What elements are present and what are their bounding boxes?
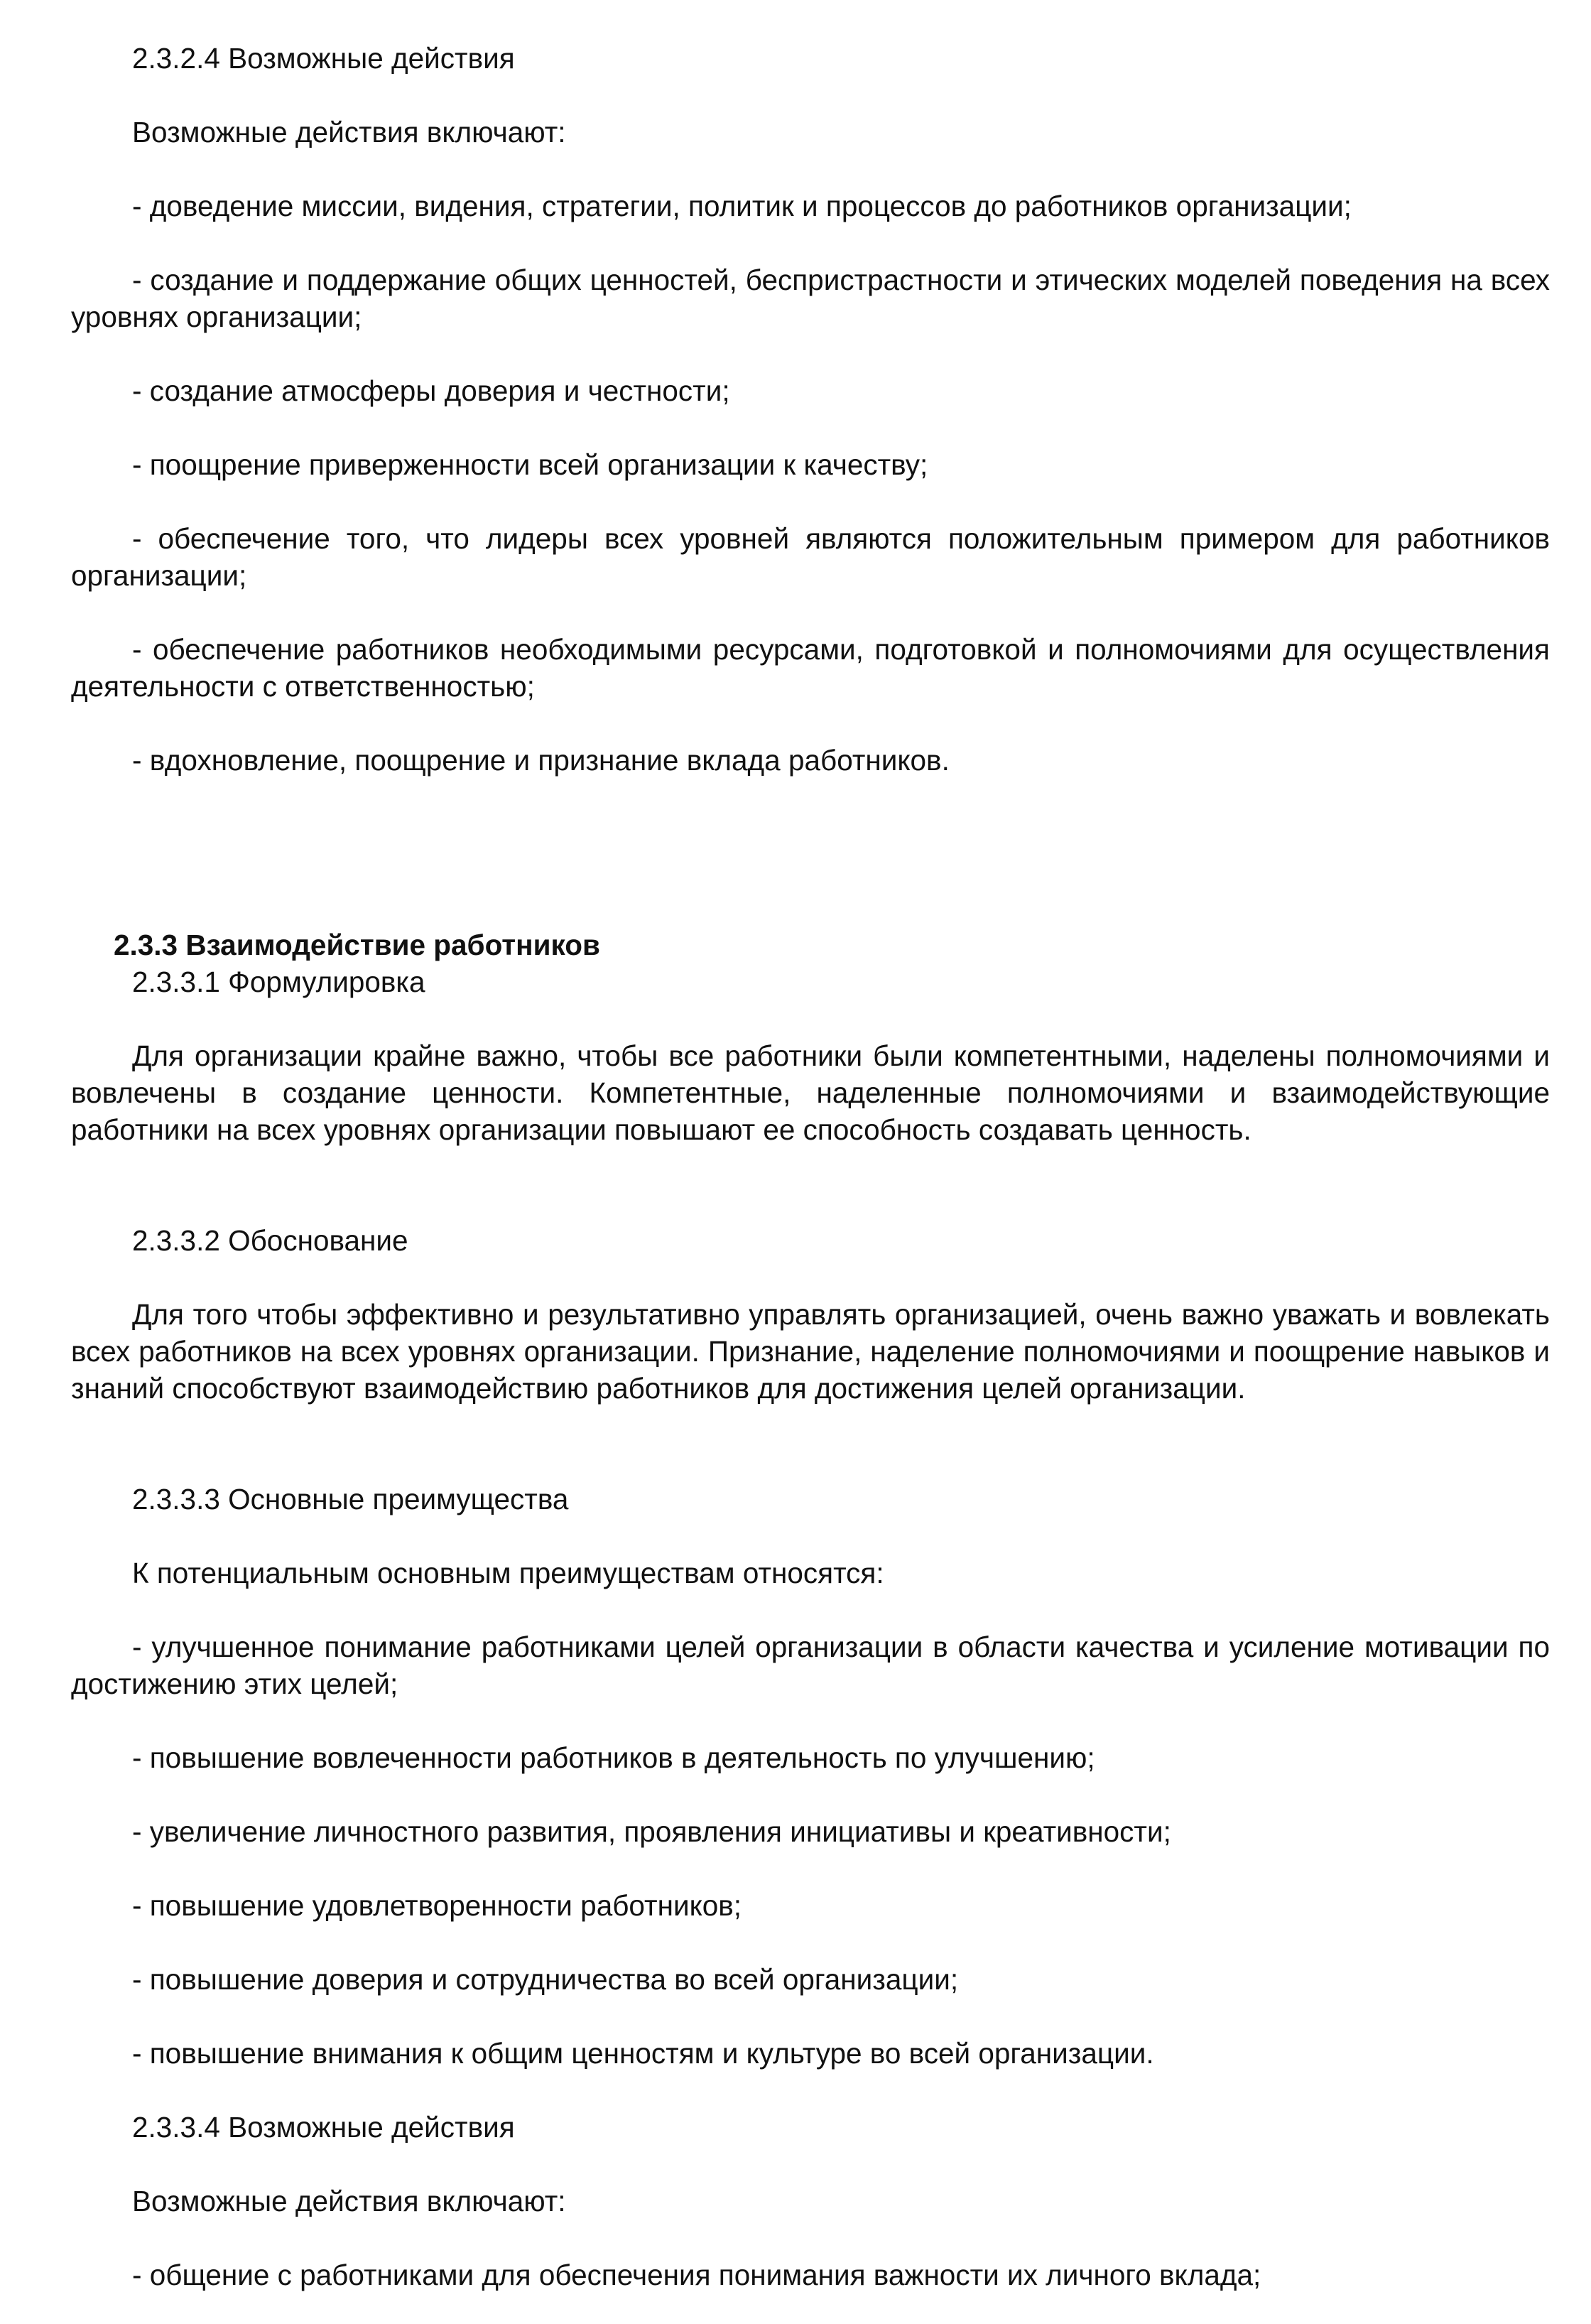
list-item: - повышение вовлеченности работников в деятельность по улучшению;: [132, 1741, 1095, 1774]
list-item: - обеспечение того, что лидеры всех уровней являются положительным примером для работников организации;: [71, 522, 1550, 592]
subsection-heading-2-3-3-2: 2.3.3.2 Обоснование: [132, 1224, 408, 1257]
list-item: - поощрение приверженности всей организации к качеству;: [132, 448, 928, 481]
rationale-paragraph: Для того чтобы эффективно и результативно управлять организацией, очень важно уважать и вовлекать всех работников на всех уровнях организации. Признание, наделение полномочиями и поощрение навыков и знаний способствуют взаимодействию работников для достижения целей организации.: [71, 1298, 1550, 1405]
list-item: - обеспечение работников необходимыми ресурсами, подготовкой и полномочиями для осуществления деятельности с ответственностью;: [71, 633, 1550, 703]
list-item: - улучшенное понимание работниками целей организации в области качества и усиление мотивации по достижению этих целей;: [71, 1631, 1550, 1700]
list-item: - увеличение личностного развития, проявления инициативы и креативности;: [132, 1815, 1171, 1848]
list-item: - создание и поддержание общих ценностей, беспристрастности и этических моделей поведения на всех уровнях организации;: [71, 264, 1550, 333]
actions-intro: Возможные действия включают:: [132, 2185, 566, 2217]
subsection-heading-2-3-3-3: 2.3.3.3 Основные преимущества: [132, 1483, 569, 1515]
actions-intro: Возможные действия включают:: [132, 116, 566, 148]
list-item: - создание атмосферы доверия и честности;: [132, 374, 730, 407]
subsection-heading-2-3-3-4: 2.3.3.4 Возможные действия: [132, 2111, 515, 2144]
section-heading-2-3-3: 2.3.3 Взаимодействие работников: [114, 929, 600, 961]
benefits-intro: К потенциальным основным преимуществам относятся:: [132, 1557, 884, 1589]
list-item: - повышение доверия и сотрудничества во всей организации;: [132, 1963, 959, 1996]
subsection-heading-2-3-2-4: 2.3.2.4 Возможные действия: [132, 42, 515, 75]
formulation-paragraph: Для организации крайне важно, чтобы все работники были компетентными, наделены полномочиями и вовлечены в создание ценности. Компетентные, наделенные полномочиями и взаимодействующие работники на всех уровнях организации повышают ее способность создавать ценность.: [71, 1039, 1550, 1146]
list-item: - повышение внимания к общим ценностям и культуре во всей организации.: [132, 2037, 1154, 2070]
list-item: - общение с работниками для обеспечения понимания важности их личного вклада;: [132, 2259, 1261, 2291]
list-item: - вдохновление, поощрение и признание вклада работников.: [132, 744, 950, 777]
subsection-heading-2-3-3-1: 2.3.3.1 Формулировка: [132, 966, 425, 998]
list-item: - повышение удовлетворенности работников;: [132, 1889, 742, 1922]
list-item: - доведение миссии, видения, стратегии, политик и процессов до работников организации;: [132, 190, 1352, 222]
